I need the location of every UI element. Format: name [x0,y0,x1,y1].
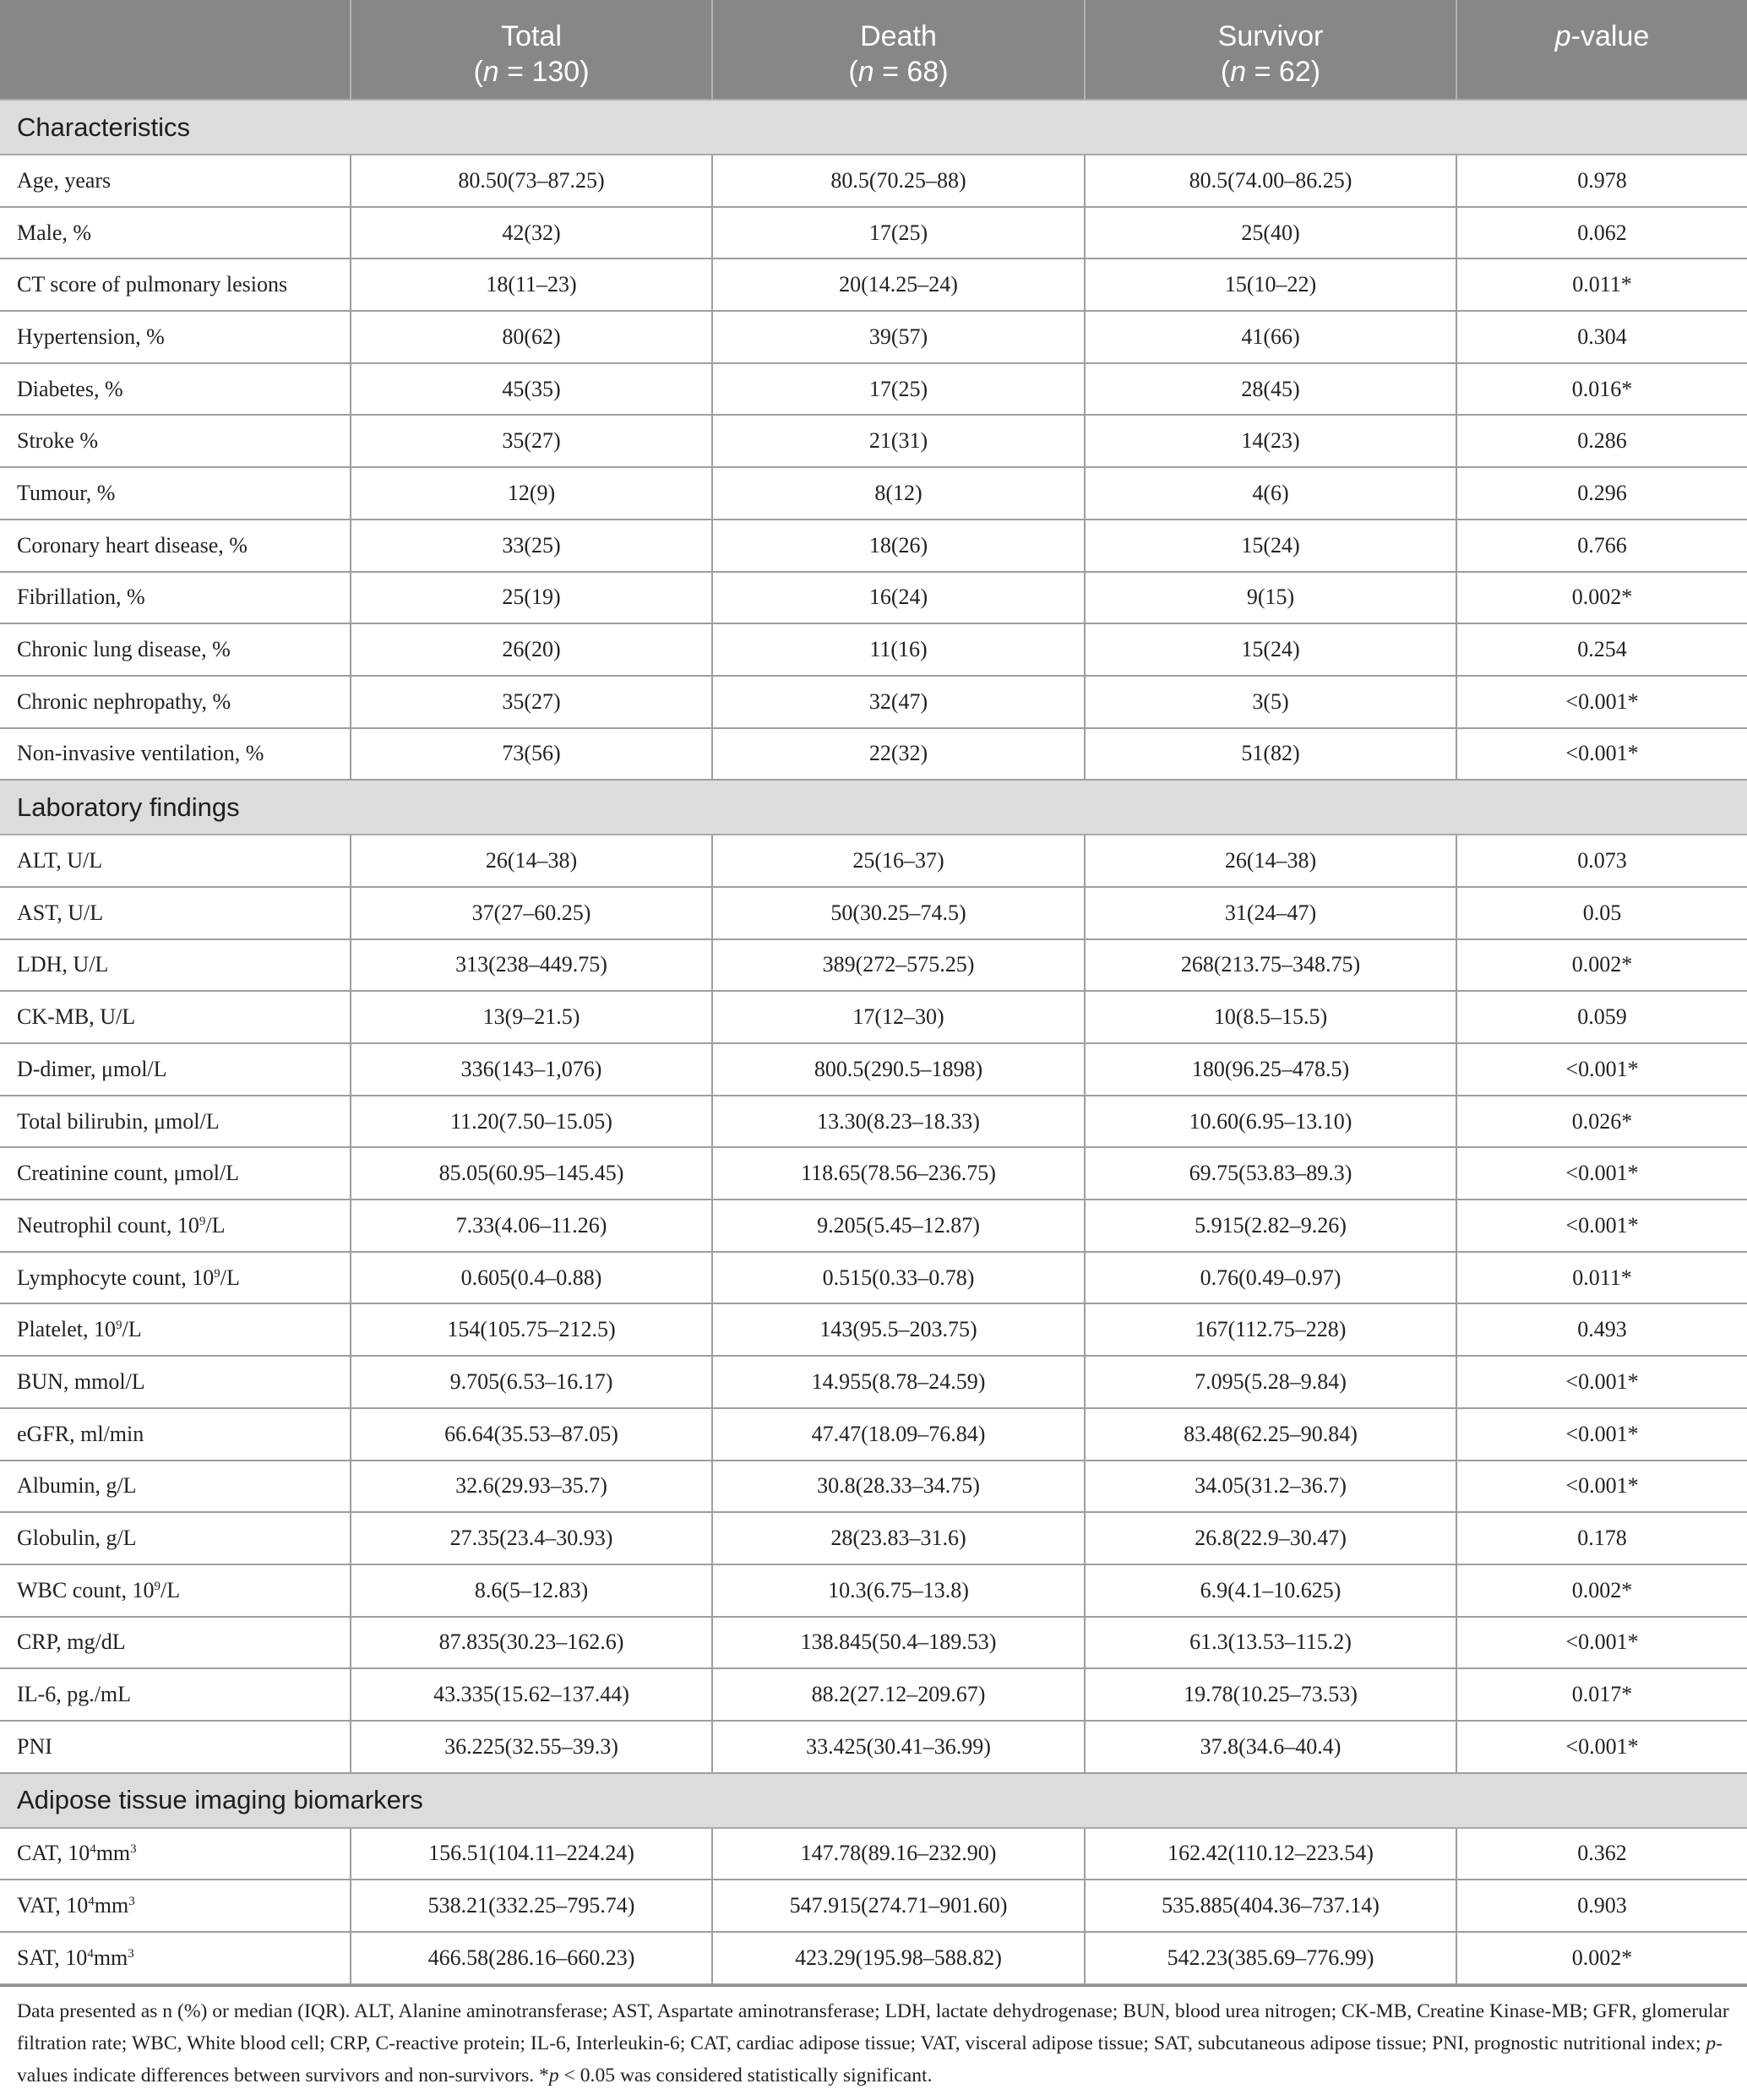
table-row [0,1303,1747,1356]
cell-survivor: 31(24–47) [1085,887,1456,939]
cell-total: 33(25) [351,520,712,572]
cell-total: 9.705(6.53–16.17) [351,1356,712,1408]
cell-pvalue: 0.978 [1456,155,1747,207]
table-row [0,1512,1747,1564]
row-label [0,1564,351,1617]
cell-pvalue: <0.001* [1456,676,1747,728]
table-row [0,1200,1747,1252]
cell-death: 17(25) [712,207,1085,259]
table-bottom-rule [0,1985,1747,1987]
table-row [0,572,1747,624]
table-row [0,311,1747,363]
cell-survivor: 15(10–22) [1085,258,1456,311]
row-label-text: Male, % [17,220,92,245]
row-label-unit: mm [95,1841,131,1866]
row-label [0,415,351,467]
cell-survivor: 4(6) [1085,467,1456,520]
section-header-row [0,1773,1747,1828]
cell-survivor: 26.8(22.9–30.47) [1085,1512,1456,1564]
row-label-superscript-2: 3 [128,1895,135,1909]
section-header-row [0,100,1747,155]
row-label [0,572,351,624]
cell-survivor: 0.76(0.49–0.97) [1085,1252,1456,1304]
cell-survivor: 542.23(385.69–776.99) [1085,1932,1456,1984]
cell-pvalue: <0.001* [1456,1721,1747,1773]
row-label-unit: /L [205,1212,226,1238]
cell-pvalue: 0.016* [1456,363,1747,416]
table-row [0,415,1747,467]
table-row [0,1880,1747,1932]
row-label [0,1096,351,1148]
cell-survivor: 41(66) [1085,311,1456,363]
table-row [0,728,1747,781]
cell-pvalue: 0.493 [1456,1303,1747,1356]
header-death: Death (n = 68) [712,0,1085,100]
table-footnote [17,1995,1740,2092]
row-label-unit: /L [122,1317,142,1342]
cell-survivor: 61.3(13.53–115.2) [1085,1617,1456,1669]
header-survivor: Survivor (n = 62) [1085,0,1456,100]
cell-death: 28(23.83–31.6) [712,1512,1085,1564]
cell-death: 800.5(290.5–1898) [712,1043,1085,1096]
cell-total: 154(105.75–212.5) [351,1303,712,1356]
cell-pvalue: <0.001* [1456,1408,1747,1461]
cell-death: 138.845(50.4–189.53) [712,1617,1085,1669]
cell-death: 25(16–37) [712,835,1085,887]
row-label [0,728,351,781]
cell-pvalue: 0.062 [1456,207,1747,259]
header-total-n: n [482,56,499,88]
row-label-text: Tumour, % [17,480,116,505]
cell-survivor: 15(24) [1085,623,1456,676]
row-label [0,311,351,363]
cell-death: 9.205(5.45–12.87) [712,1200,1085,1252]
row-label [0,1356,351,1408]
cell-total: 156.51(104.11–224.24) [351,1828,712,1880]
row-label-text: Diabetes, % [17,376,123,401]
footnote-part1: Data presented as n (%) or median (IQR). ALT, Alanine aminotransferase; AST, Aspartate aminotransferase; LDH, lactate dehydrogenase; BUN, blood urea nitrogen; CK-MB, Creatine Kinase-MB; GFR, glomerular filtration rate; WBC, White blood cell; CRP, C-reactive protein; IL-6, Interleukin-6; CAT, cardiac adipose tissue; VAT, visceral adipose tissue; SAT, subcutaneous adipose tissue; PNI, prognostic nutritional index; [17,2000,1729,2054]
row-label-text: AST, U/L [17,900,104,925]
section-title: Characteristics [0,100,1747,155]
cell-total: 26(20) [351,623,712,676]
row-label-text: D-dimer, μmol/L [17,1056,167,1081]
row-label [0,258,351,311]
cell-total: 87.835(30.23–162.6) [351,1617,712,1669]
cell-death: 10.3(6.75–13.8) [712,1564,1085,1617]
row-label [0,1932,351,1984]
header-death-value: = 68) [874,56,949,88]
row-label [0,1043,351,1096]
cell-pvalue: 0.002* [1456,1564,1747,1617]
cell-survivor: 6.9(4.1–10.625) [1085,1564,1456,1617]
cell-survivor: 14(23) [1085,415,1456,467]
table-row [0,155,1747,207]
row-label-text: WBC count, 10 [17,1577,155,1602]
cell-death: 20(14.25–24) [712,258,1085,311]
cell-total: 35(27) [351,415,712,467]
cell-death: 50(30.25–74.5) [712,887,1085,939]
row-label [0,1880,351,1932]
cell-death: 88.2(27.12–209.67) [712,1668,1085,1721]
row-label-text: CK-MB, U/L [17,1004,136,1030]
cell-total: 80.50(73–87.25) [351,155,712,207]
row-label [0,835,351,887]
footnote-p-italic-2: p [548,2065,559,2086]
row-label-text: Non-invasive ventilation, % [17,741,264,766]
row-label-superscript: 9 [214,1266,220,1281]
row-label [0,1408,351,1461]
cell-pvalue: 0.002* [1456,572,1747,624]
cell-pvalue: 0.178 [1456,1512,1747,1564]
row-label-text: VAT, 10 [17,1893,89,1918]
row-label-text: Creatinine count, μmol/L [17,1161,240,1186]
row-label-superscript: 4 [87,1946,94,1961]
row-label-superscript: 4 [88,1895,95,1909]
table-row [0,835,1747,887]
table-row [0,1564,1747,1617]
cell-total: 466.58(286.16–660.23) [351,1932,712,1984]
cell-total: 32.6(29.93–35.7) [351,1461,712,1513]
cell-pvalue: 0.073 [1456,835,1747,887]
row-label-superscript-2: 3 [128,1946,134,1961]
cell-pvalue: 0.011* [1456,258,1747,311]
cell-death: 22(32) [712,728,1085,781]
cell-death: 547.915(274.71–901.60) [712,1880,1085,1932]
row-label [0,939,351,992]
row-label [0,363,351,416]
cell-survivor: 15(24) [1085,520,1456,572]
cell-total: 13(9–21.5) [351,991,712,1043]
row-label [0,207,351,259]
header-pvalue [1456,0,1747,100]
cell-pvalue: 0.059 [1456,991,1747,1043]
cell-death: 16(24) [712,572,1085,624]
cell-pvalue: 0.286 [1456,415,1747,467]
header-total-value: = 130) [498,56,590,88]
cell-survivor: 180(96.25–478.5) [1085,1043,1456,1096]
cell-pvalue: <0.001* [1456,1200,1747,1252]
row-label-text: PNI [17,1733,52,1759]
cell-total: 313(238–449.75) [351,939,712,992]
cell-survivor: 26(14–38) [1085,835,1456,887]
row-label [0,1721,351,1773]
row-label [0,1828,351,1880]
cell-total: 538.21(332.25–795.74) [351,1880,712,1932]
cell-total: 43.335(15.62–137.44) [351,1668,712,1721]
cell-pvalue: 0.254 [1456,623,1747,676]
header-pvalue-rest: -value [1570,20,1650,52]
cell-survivor: 7.095(5.28–9.84) [1085,1356,1456,1408]
row-label-superscript: 4 [90,1842,96,1857]
header-survivor-label: Survivor [1217,20,1324,52]
cell-death: 18(26) [712,520,1085,572]
cell-pvalue: <0.001* [1456,728,1747,781]
row-label-text: eGFR, ml/min [17,1421,144,1446]
table-row [0,1461,1747,1513]
row-label [0,1200,351,1252]
cell-death: 47.47(18.09–76.84) [712,1408,1085,1461]
row-label-superscript-2: 3 [130,1842,137,1857]
cell-death: 147.78(89.16–232.90) [712,1828,1085,1880]
row-label-text: Globulin, g/L [17,1526,137,1551]
table-row [0,1147,1747,1200]
cell-pvalue: 0.002* [1456,939,1747,992]
row-label-unit: /L [161,1577,181,1602]
row-label-text: Chronic lung disease, % [17,637,231,662]
row-label-text: Platelet, 10 [17,1317,116,1342]
table-row [0,887,1747,939]
cell-pvalue: 0.002* [1456,1932,1747,1984]
cell-pvalue: <0.001* [1456,1461,1747,1513]
table-row [0,1617,1747,1669]
cell-survivor: 80.5(74.00–86.25) [1085,155,1456,207]
cell-pvalue: <0.001* [1456,1043,1747,1096]
row-label-unit: /L [220,1265,240,1290]
cell-survivor: 51(82) [1085,728,1456,781]
cell-death: 30.8(28.33–34.75) [712,1461,1085,1513]
cell-death: 14.955(8.78–24.59) [712,1356,1085,1408]
header-survivor-n: n [1230,56,1247,88]
cell-survivor: 19.78(10.25–73.53) [1085,1668,1456,1721]
cell-death: 143(95.5–203.75) [712,1303,1085,1356]
cell-death: 21(31) [712,415,1085,467]
cell-total: 25(19) [351,572,712,624]
cell-total: 45(35) [351,363,712,416]
cell-total: 35(27) [351,676,712,728]
row-label-text: Lymphocyte count, 10 [17,1265,215,1290]
cell-death: 0.515(0.33–0.78) [712,1252,1085,1304]
cell-pvalue: 0.011* [1456,1252,1747,1304]
cell-survivor: 3(5) [1085,676,1456,728]
cell-death: 118.65(78.56–236.75) [712,1147,1085,1200]
cell-survivor: 162.42(110.12–223.54) [1085,1828,1456,1880]
table-row [0,1096,1747,1148]
cell-pvalue: 0.296 [1456,467,1747,520]
table-row [0,1356,1747,1408]
header-variable [0,0,351,100]
cell-pvalue: 0.362 [1456,1828,1747,1880]
header-total-label: Total [501,20,562,52]
cell-pvalue: 0.766 [1456,520,1747,572]
row-label [0,1668,351,1721]
cell-pvalue: <0.001* [1456,1356,1747,1408]
row-label [0,1303,351,1356]
cell-survivor: 10.60(6.95–13.10) [1085,1096,1456,1148]
cell-pvalue: <0.001* [1456,1147,1747,1200]
cell-pvalue: 0.026* [1456,1096,1747,1148]
cell-total: 336(143–1,076) [351,1043,712,1096]
cell-survivor: 167(112.75–228) [1085,1303,1456,1356]
cell-total: 42(32) [351,207,712,259]
table-row [0,467,1747,520]
row-label-superscript: 9 [154,1579,161,1593]
table-row [0,991,1747,1043]
header-total: Total (n = 130) [351,0,712,100]
row-label-unit: mm [94,1893,129,1918]
cell-total: 73(56) [351,728,712,781]
row-label-unit: mm [93,1945,128,1970]
footnote-p-italic: p [1706,2032,1717,2054]
cell-survivor: 69.75(53.83–89.3) [1085,1147,1456,1200]
cell-total: 37(27–60.25) [351,887,712,939]
cell-death: 389(272–575.25) [712,939,1085,992]
cell-pvalue: <0.001* [1456,1617,1747,1669]
table-row [0,623,1747,676]
row-label-superscript: 9 [115,1319,122,1333]
row-label-text: Neutrophil count, 10 [17,1212,199,1238]
cell-total: 27.35(23.4–30.93) [351,1512,712,1564]
cell-total: 11.20(7.50–15.05) [351,1096,712,1148]
row-label [0,467,351,520]
row-label-text: IL-6, pg./mL [17,1682,132,1707]
table-body [0,100,1747,1984]
header-pvalue-p: p [1554,20,1571,52]
row-label-text: Fibrillation, % [17,585,145,610]
section-header-row [0,780,1747,835]
cell-total: 18(11–23) [351,258,712,311]
table-row [0,1668,1747,1721]
cell-total: 8.6(5–12.83) [351,1564,712,1617]
row-label [0,1512,351,1564]
cell-survivor: 34.05(31.2–36.7) [1085,1461,1456,1513]
row-label-text: Coronary heart disease, % [17,532,248,558]
row-label [0,1252,351,1304]
cell-pvalue: 0.903 [1456,1880,1747,1932]
row-label-text: Total bilirubin, μmol/L [17,1108,220,1134]
cell-death: 11(16) [712,623,1085,676]
cell-death: 33.425(30.41–36.99) [712,1721,1085,1773]
row-label-text: CT score of pulmonary lesions [17,272,288,297]
table-row [0,939,1747,992]
cell-survivor: 10(8.5–15.5) [1085,991,1456,1043]
cell-total: 7.33(4.06–11.26) [351,1200,712,1252]
cell-death: 17(12–30) [712,991,1085,1043]
cell-total: 36.225(32.55–39.3) [351,1721,712,1773]
section-title: Adipose tissue imaging biomarkers [0,1773,1747,1828]
row-label-text: LDH, U/L [17,952,109,977]
cell-survivor: 28(45) [1085,363,1456,416]
header-death-n: n [857,56,874,88]
row-label-text: BUN, mmol/L [17,1368,145,1394]
cell-pvalue: 0.304 [1456,311,1747,363]
cell-total: 85.05(60.95–145.45) [351,1147,712,1200]
cell-survivor: 83.48(62.25–90.84) [1085,1408,1456,1461]
cell-death: 32(47) [712,676,1085,728]
row-label [0,1617,351,1669]
table-row [0,1408,1747,1461]
cell-total: 66.64(35.53–87.05) [351,1408,712,1461]
row-label-text: CAT, 10 [17,1841,90,1866]
table-row [0,207,1747,259]
row-label-text: Stroke % [17,428,99,454]
cell-death: 8(12) [712,467,1085,520]
cell-total: 12(9) [351,467,712,520]
row-label-text: Hypertension, % [17,324,165,349]
table-row [0,1721,1747,1773]
cell-survivor: 535.885(404.36–737.14) [1085,1880,1456,1932]
row-label-text: CRP, mg/dL [17,1629,126,1655]
table-header [0,0,1747,100]
cell-survivor: 268(213.75–348.75) [1085,939,1456,992]
row-label-superscript: 9 [199,1214,206,1228]
cell-death: 39(57) [712,311,1085,363]
row-label-text: Albumin, g/L [17,1473,137,1499]
row-label [0,520,351,572]
row-label [0,887,351,939]
cell-death: 423.29(195.98–588.82) [712,1932,1085,1984]
row-label-text: Chronic nephropathy, % [17,688,231,714]
cell-total: 80(62) [351,311,712,363]
table-row [0,1932,1747,1984]
table-row [0,1252,1747,1304]
footnote-part3: < 0.05 was considered statistically significant. [558,2065,933,2086]
header-survivor-value: = 62) [1246,56,1321,88]
table-row [0,1043,1747,1096]
row-label [0,623,351,676]
cell-survivor: 5.915(2.82–9.26) [1085,1200,1456,1252]
footnote-part2: -values indicate differences between survivors and non-survivors. * [17,2032,1723,2086]
section-title: Laboratory findings [0,780,1747,835]
cell-total: 26(14–38) [351,835,712,887]
cell-total: 0.605(0.4–0.88) [351,1252,712,1304]
table-row [0,520,1747,572]
cell-pvalue: 0.05 [1456,887,1747,939]
table-row [0,1828,1747,1880]
cell-death: 17(25) [712,363,1085,416]
row-label-text: ALT, U/L [17,848,103,873]
row-label-text: Age, years [17,167,112,193]
cell-pvalue: 0.017* [1456,1668,1747,1721]
row-label [0,1147,351,1200]
header-death-label: Death [860,20,937,52]
cell-survivor: 9(15) [1085,572,1456,624]
row-label [0,676,351,728]
row-label [0,155,351,207]
cell-death: 13.30(8.23–18.33) [712,1096,1085,1148]
cell-death: 80.5(70.25–88) [712,155,1085,207]
table-row [0,676,1747,728]
row-label-text: SAT, 10 [17,1945,88,1970]
cell-survivor: 37.8(34.6–40.4) [1085,1721,1456,1773]
row-label [0,991,351,1043]
cell-survivor: 25(40) [1085,207,1456,259]
table-row [0,258,1747,311]
table-row [0,363,1747,416]
row-label [0,1461,351,1513]
